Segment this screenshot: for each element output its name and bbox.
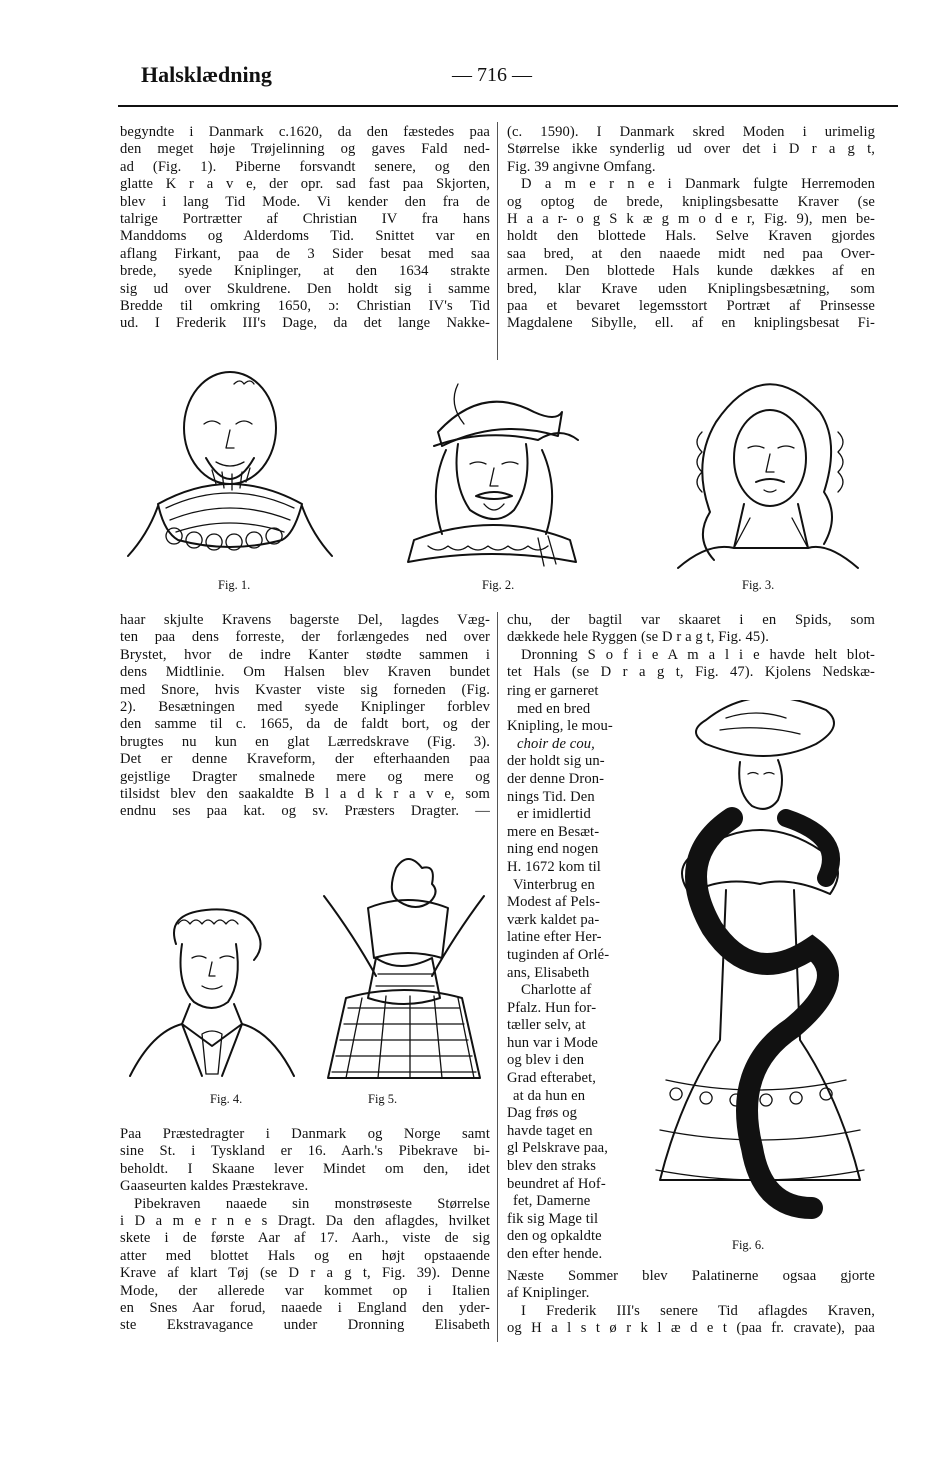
- figure-5-caption: Fig 5.: [368, 1092, 398, 1106]
- text-line: brugtes nu kun en glat Lærredskrave (Fig. 3).: [120, 733, 490, 750]
- text-line: ste Ekstravagance under Dronning Elisabeth: [120, 1317, 490, 1334]
- text-line: saa bred, at den naaede midt ned paa Over-: [507, 245, 875, 262]
- right-column-narrow-text: [507, 683, 633, 1264]
- text-line: den samme til c. 1665, da de faldt bort, og der: [120, 716, 490, 733]
- text-line: der holdt sig un-: [507, 753, 605, 770]
- text-line: ten paa dens forreste, der forlængedes ned over: [120, 629, 490, 646]
- text-line: armen. Den blottede Hals kunde dækkes af en: [507, 263, 875, 280]
- text-line: ans, Elisabeth: [507, 964, 590, 981]
- text-line: af Kniplinger.: [507, 1285, 590, 1302]
- column-separator-bottom: [497, 612, 498, 1342]
- text-line: nings Tid. Den: [507, 788, 595, 805]
- text-line: sig ud over Skuldrene. Den holdt sig i samme: [120, 280, 490, 297]
- text-line: (c. 1590). I Danmark skred Moden i urimelig: [507, 124, 875, 140]
- text-line: Magdalene Sibylle, ell. af en kniplingsbesat Fi-: [507, 315, 875, 332]
- text-line: Paa Præstedragter i Danmark og Norge samt: [120, 1126, 490, 1142]
- text-line: H a a r- o g S k æ g m o d e r, Fig. 9), men be-: [507, 211, 875, 228]
- figure-4-caption: Fig. 4.: [210, 1092, 243, 1106]
- text-line: Grad efterabet,: [507, 1070, 597, 1087]
- text-line: fet, Damerne: [513, 1193, 591, 1210]
- text-line: Krave af klart Tøj (se D r a g t, Fig. 39). Denne: [120, 1265, 490, 1282]
- text-line: Vinterbrug en: [513, 876, 595, 893]
- text-line: tæller selv, at: [507, 1017, 586, 1034]
- text-line: Bredde til omkring 1650, ɔ: Christian IV's Tid: [120, 298, 490, 315]
- text-line: Næste Sommer blev Palatinerne ogsaa gjorte: [507, 1268, 875, 1284]
- text-line: begyndte i Danmark c.1620, da den fæstedes paa: [120, 124, 490, 140]
- text-line: ad (Fig. 1). Piberne forsvandt senere, og den: [120, 158, 490, 175]
- figure-6-caption: Fig. 6.: [732, 1238, 765, 1252]
- text-line: tuginden af Orlé-: [507, 946, 610, 963]
- figure-3-caption: Fig. 3.: [742, 578, 775, 592]
- text-line: gl Pelskrave paa,: [507, 1140, 608, 1157]
- text-line: Pfalz. Hun for-: [507, 999, 597, 1016]
- text-line: talrige Portrætter af Christian IV fra hans: [120, 211, 490, 228]
- text-line: og optog de brede, kniplingsbesatte Kraver (se: [507, 193, 875, 210]
- text-line: Fig. 39 angivne Omfang.: [507, 158, 656, 175]
- text-line: ning end nogen: [507, 841, 599, 858]
- text-line: Pibekraven naaede sin monstrøseste Størrelse: [134, 1195, 490, 1212]
- left-column-top-text: [120, 124, 490, 333]
- text-line: hun var i Mode: [507, 1034, 598, 1051]
- page-number: — 716 —: [452, 64, 532, 86]
- text-line: atter med blottet Hals og en højt opstaaende: [120, 1247, 490, 1264]
- text-line: dækkede hele Ryggen (se D r a g t, Fig. 45).: [507, 629, 769, 646]
- running-head-title: Halsklædning: [141, 62, 272, 87]
- text-line: der denne Dron-: [507, 770, 605, 787]
- text-line: endnu ses paa kat. og sv. Præsters Dragter. —: [120, 803, 490, 820]
- text-line: gejstlige Dragter smalnede mere og mere og: [120, 768, 490, 785]
- text-line: chu, der bagtil var skaaret i en Spids, som: [507, 612, 875, 628]
- text-line: ring er garneret: [507, 683, 599, 699]
- text-line: paa et bevaret legemsstort Portræt af Prinsesse: [507, 298, 875, 315]
- text-line: latine efter Her-: [507, 929, 602, 946]
- text-line: haar skjulte Kravens bagerste Del, lagdes Væg-: [120, 612, 490, 628]
- text-line: holdt den blottede Hals. Selve Kraven gjordes: [507, 228, 875, 245]
- text-line: at da hun en: [513, 1087, 586, 1104]
- text-line: en Snes Aar forud, naaede i England den yder-: [120, 1300, 490, 1317]
- figure-4: [126, 904, 302, 1080]
- figure-5: [316, 848, 492, 1086]
- text-line: blev den straks: [507, 1158, 597, 1175]
- text-line: Modest af Pels-: [507, 894, 601, 911]
- text-line: Mode, der allerede var kommet op i Italien: [120, 1282, 490, 1299]
- text-line: aflang Firkant, paa de 3 Sider besat med saa: [120, 245, 490, 262]
- text-line: værk kaldet pa-: [507, 911, 600, 928]
- text-line: D a m e r n e i Danmark fulgte Herremoden: [521, 176, 875, 193]
- right-column-bottom-text: [507, 1268, 875, 1338]
- text-line: Brystet, hvor de indre Kanter stødte sammen i: [120, 646, 490, 663]
- figure-1: [122, 358, 340, 576]
- left-column-mid-text: [120, 612, 490, 821]
- text-line: brede, syede Kniplinger, at den 1634 strakte: [120, 263, 490, 280]
- header-rule: [118, 105, 898, 107]
- right-column-mid-text: [507, 612, 875, 682]
- text-line: choir de cou,: [517, 735, 595, 752]
- text-line: Det er denne Kraveform, der efterhaanden paa: [120, 751, 490, 768]
- text-line: Manddoms og Alderdoms Tid. Snittet var en: [120, 228, 490, 245]
- right-column-top-text: [507, 124, 875, 333]
- text-line: Knipling, le mou-: [507, 718, 613, 735]
- text-line: med Snore, hvis Kvaster viste sig forneden (Fig.: [120, 681, 490, 698]
- text-line: i D a m e r n e s Dragt. Da den aflagdes, hvilket: [120, 1213, 490, 1230]
- text-line: fik sig Mage til: [507, 1210, 599, 1227]
- text-line: glatte K r a v e, der opr. sad fast paa Skjorten,: [120, 176, 490, 193]
- text-line: er imidlertid: [517, 806, 591, 823]
- text-line: dens Midtlinie. Om Halsen blev Kraven bundet: [120, 664, 490, 681]
- text-line: Dag frøs og: [507, 1105, 577, 1122]
- text-line: Gaaseurten kaldes Præstekrave.: [120, 1178, 309, 1195]
- text-line: H. 1672 kom til: [507, 858, 601, 875]
- left-column-bottom-text: [120, 1126, 490, 1335]
- text-line: og blev i den: [507, 1052, 585, 1069]
- text-line: med en bred: [517, 700, 591, 717]
- figure-2-caption: Fig. 2.: [482, 578, 515, 592]
- column-separator-top: [497, 122, 498, 360]
- text-line: sine St. i Tyskland er 16. Aarh.'s Pibekrave bi-: [120, 1143, 490, 1160]
- text-line: den efter hende.: [507, 1246, 603, 1262]
- text-line: Størrelse ikke synderlig ud over det i D r a g t,: [507, 141, 875, 158]
- text-line: Charlotte af: [521, 982, 592, 999]
- text-line: beholdt. I Skaane lever Mindet om den, idet: [120, 1160, 490, 1177]
- text-line: bred, klar Krave uden Kniplingsbesætning, som: [507, 280, 875, 297]
- text-line: skete i de første Aar af 17. Aarh., viste de sig: [120, 1230, 490, 1247]
- text-line: beundret af Hof-: [507, 1175, 606, 1192]
- text-line: havde taget en: [507, 1122, 593, 1139]
- text-line: Dronning S o f i e A m a l i e havde helt blot-: [521, 646, 875, 663]
- text-line: tet Hals (se D r a g t, Fig. 47). Kjolens Nedskæ-: [507, 664, 875, 681]
- text-line: den meget høje Trøjelinning og gaves Fald ned-: [120, 141, 490, 158]
- figure-2: [398, 372, 584, 568]
- figure-6: [636, 700, 880, 1236]
- text-line: ud. I Frederik III's Dage, da det lange Nakke-: [120, 315, 490, 332]
- text-line: blev i lang Tid Mode. Vi kender den fra de: [120, 193, 490, 210]
- text-line: og H a l s t ø r k l æ d e t (paa fr. cravate), paa: [507, 1320, 875, 1337]
- figure-1-caption: Fig. 1.: [218, 578, 251, 592]
- text-line: I Frederik III's senere Tid aflagdes Kraven,: [521, 1302, 875, 1319]
- text-line: mere en Besæt-: [507, 823, 600, 840]
- text-line: tilsidst blev den saakaldte B l a d k r a v e, som: [120, 786, 490, 803]
- figure-3: [672, 362, 864, 572]
- text-line: den og opkaldte: [507, 1228, 602, 1245]
- text-line: 2). Besætningen med syede Kniplinger forblev: [120, 699, 490, 716]
